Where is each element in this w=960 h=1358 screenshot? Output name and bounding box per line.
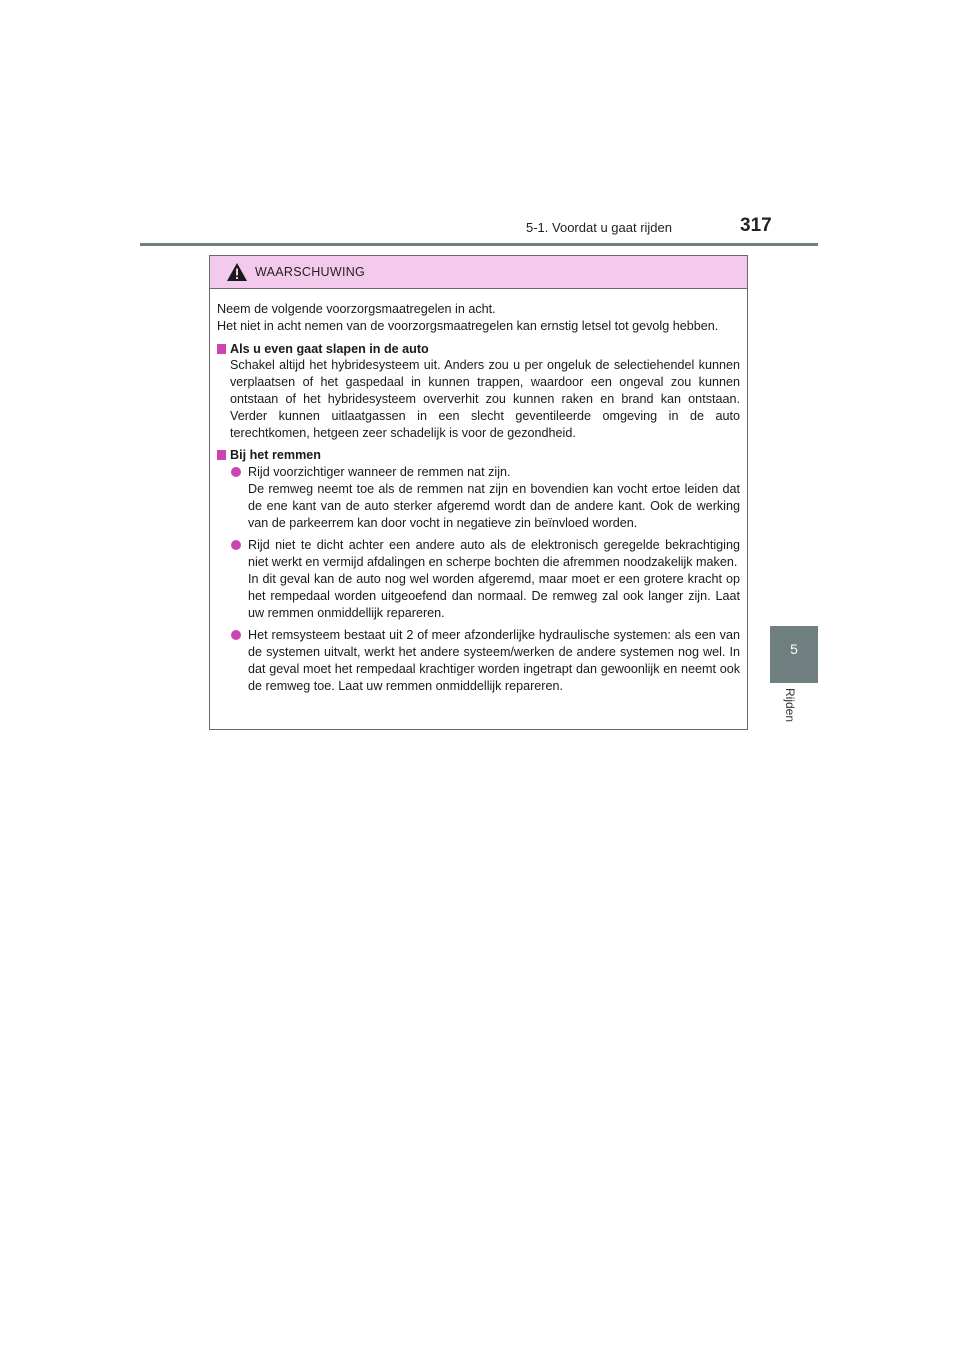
chapter-label: Rijden [783, 688, 797, 723]
chapter-number: 5 [790, 641, 798, 657]
section-heading-sleeping: Als u even gaat slapen in de auto [217, 341, 740, 358]
header-divider [140, 243, 818, 246]
page-number: 317 [740, 215, 772, 236]
warning-header [210, 256, 747, 289]
warning-triangle-icon [226, 262, 248, 287]
section-title: 5-1. Voordat u gaat rijden [526, 220, 672, 235]
square-bullet-icon [217, 450, 226, 460]
intro-line: Het niet in acht nemen van de voorzorgsmaatregelen kan ernstig letsel tot gevolg hebben. [217, 318, 719, 333]
warning-title: WAARSCHUWING [255, 265, 366, 279]
chapter-tab[interactable] [770, 626, 818, 683]
warning-box [209, 255, 748, 730]
section-text-sleeping: Schakel altijd het hybridesysteem uit. Anders zou u per ongeluk de selectiehendel kunnen verplaatsen of het gaspedaal in kunnen trappen, waardoor een ongeval zou kunnen ontstaan of het hybridesysteem oververhit zou kunnen raken en brand kan ontstaan. Verder kunnen uitlaatgassen in een slecht geventileerde omgeving in de auto terechtkomen, hetgeen zeer schadelijk is voor de gezondheid. [230, 358, 740, 440]
warning-intro [217, 301, 740, 335]
circle-bullet-icon [231, 467, 241, 477]
warning-body [210, 289, 747, 695]
circle-bullet-icon [231, 630, 241, 640]
intro-line: Neem de volgende voorzorgsmaatregelen in acht. [217, 302, 496, 316]
circle-bullet-icon [231, 540, 241, 550]
list-item: Het remsysteem bestaat uit 2 of meer afzonderlijke hydraulische systemen: als een van de systemen uitvalt, werkt het andere systeem/werken de andere systemen nog wel. In dat geval moet het rempedaal krachtiger worden ingetrapt dan gewoonlijk en neemt ook de remweg toe. Laat uw remmen onmiddellijk repareren. [217, 627, 740, 694]
section-heading-braking: Bij het remmen [217, 447, 740, 464]
square-bullet-icon [217, 344, 226, 354]
list-item: Rijd voorzichtiger wanneer de remmen nat zijn. De remweg neemt toe als de remmen nat zijn en bovendien kan vocht ertoe leiden dat de ene kant van de auto sterker afgeremd wordt dan de andere kant. Ook de werking van de parkeerrem kan door vocht in negatieve zin beïnvloed worden. [217, 464, 740, 531]
list-item: Rijd niet te dicht achter een andere auto als de elektronisch geregelde bekrachtiging niet werkt en vermijd afdalingen en scherpe bochten die afremmen noodzakelijk maken. In dit geval kan de auto nog wel worden afgeremd, maar moet er een grotere kracht op het rempedaal worden uitgeoefend dan normaal. De remweg zal ook langer zijn. Laat uw remmen onmiddellijk repareren. [217, 537, 740, 621]
